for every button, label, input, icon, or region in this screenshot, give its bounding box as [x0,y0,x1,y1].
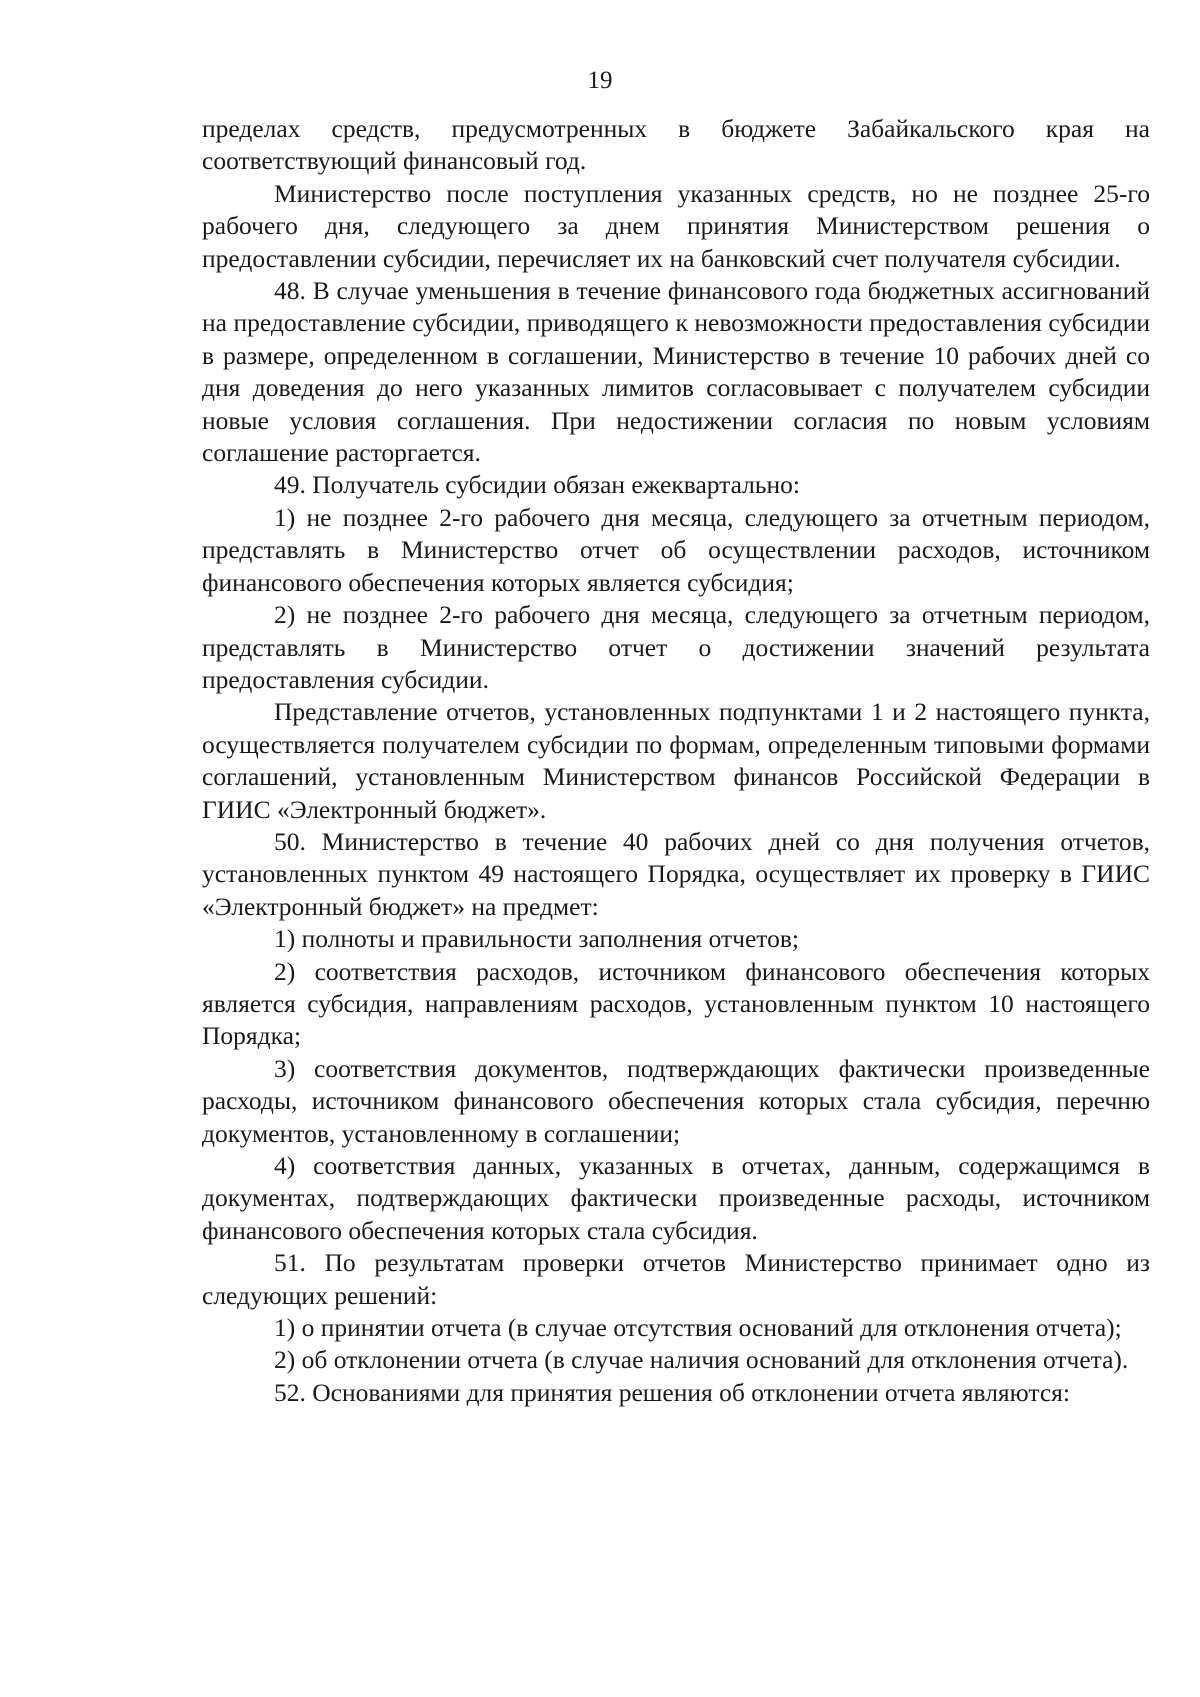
paragraph-51: 51. По результатам проверки отчетов Министерство принимает одно из следующих решений: [202,1248,1150,1310]
paragraph-50-item-4: 4) соответствия данных, указанных в отчетах, данным, содержащимся в документах, подтверждающих фактически произведенные расходы, источником финансового обеспечения которых стала субсидия. [202,1151,1150,1245]
page-number: 19 [587,67,613,94]
paragraph-49-item-1: 1) не позднее 2-го рабочего дня месяца, следующего за отчетным периодом, представлять в Министерство отчет об осуществлении расходов, источником финансового обеспечения которых является субсидия; [202,502,1150,597]
paragraph-51-item-2: 2) об отклонении отчета (в случае наличия оснований для отклонения отчета). [274,1345,1129,1375]
paragraph-49: 49. Получатель субсидии обязан ежеквартально: [274,470,801,500]
document-body [202,113,1150,1409]
paragraph-51-item-1: 1) о принятии отчета (в случае отсутствия оснований для отклонения отчета); [274,1313,1122,1343]
paragraph-48: 48. В случае уменьшения в течение финансового года бюджетных ассигнований на предоставление субсидии, приводящего к невозможности предоставления субсидии в размере, определенном в соглашении, Министерство в течение 10 рабочих дней со дня доведения до него указанных лимитов согласовывает с получателем субсидии новые условия соглашения. При недостижении согласия по новым условиям соглашение расторгается. [202,276,1150,468]
paragraph-50-item-1: 1) полноты и правильности заполнения отчетов; [274,924,799,954]
paragraph-reports-submission: Представление отчетов, установленных подпунктами 1 и 2 настоящего пункта, осуществляется получателем субсидии по формам, определенным типовыми формами соглашений, установленным Министерством финансов Российской Федерации в ГИИС «Электронный бюджет». [202,697,1150,824]
paragraph-continuation: пределах средств, предусмотренных в бюджете Забайкальского края на соответствующий финансовый год. [202,114,1150,176]
paragraph-50-item-2: 2) соответствия расходов, источником финансового обеспечения которых является субсидия, направлениям расходов, установленным пунктом 10 настоящего Порядка; [202,956,1150,1051]
paragraph-49-item-2: 2) не позднее 2-го рабочего дня месяца, следующего за отчетным периодом, представлять в Министерство отчет о достижении значений результата предоставления субсидии. [202,600,1150,694]
paragraph-transfer: Министерство после поступления указанных средств, но не позднее 25-го рабочего дня, следующего за днем принятия Министерством решения о предоставлении субсидии, перечисляет их на банковский счет получателя субсидии. [202,178,1150,273]
paragraph-50-item-3: 3) соответствия документов, подтверждающих фактически произведенные расходы, источником финансового обеспечения которых стала субсидия, перечню документов, установленному в соглашении; [202,1053,1150,1148]
paragraph-50: 50. Министерство в течение 40 рабочих дней со дня получения отчетов, установленных пунктом 49 настоящего Порядка, осуществляет их проверку в ГИИС «Электронный бюджет» на предмет: [202,826,1150,921]
paragraph-52: 52. Основаниями для принятия решения об отклонении отчета являются: [274,1377,1070,1407]
